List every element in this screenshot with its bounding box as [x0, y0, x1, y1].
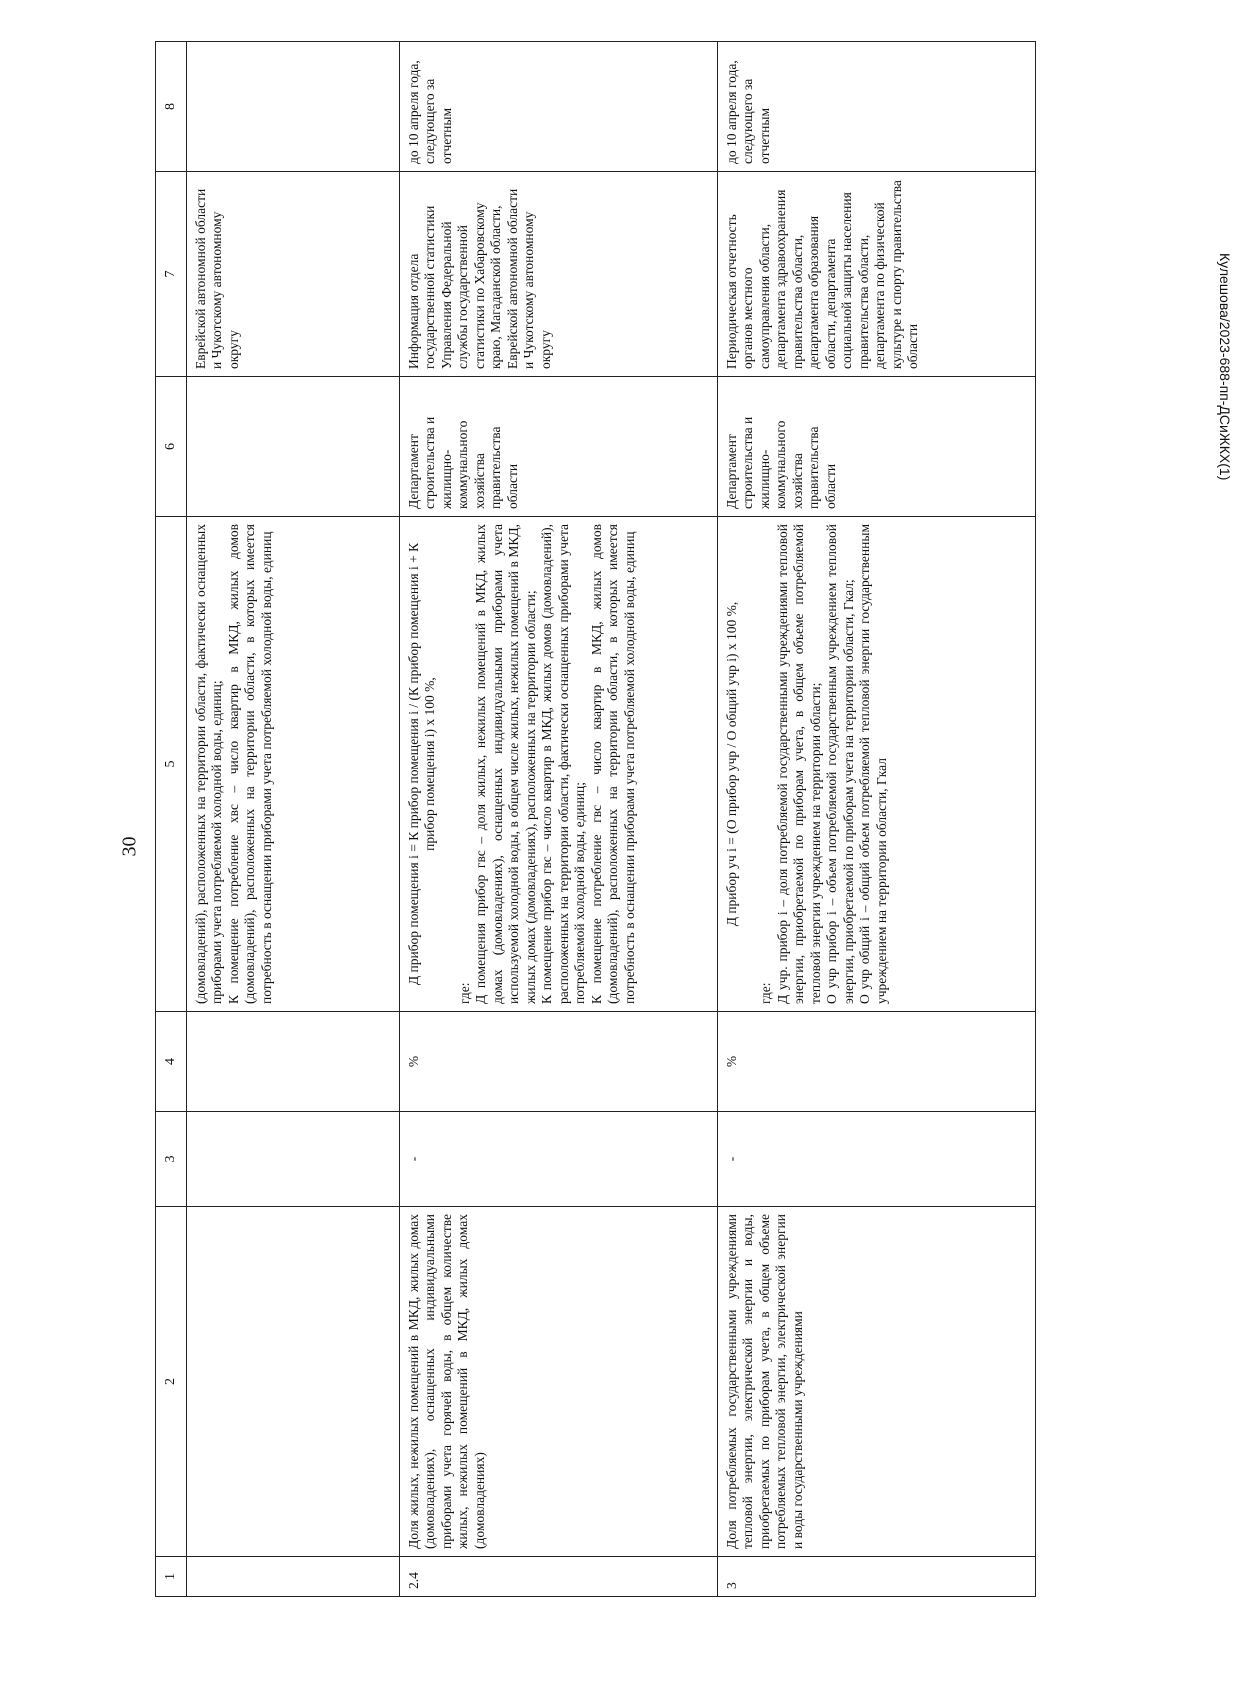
- table-row: [400, 42, 718, 1597]
- indicator-table: [155, 41, 1036, 1597]
- deadline: до 10 апреля года, следующего за отчетным: [400, 42, 718, 172]
- data-source: Еврейской автономной области и Чукотскому автономному округу: [187, 172, 400, 377]
- unit: %: [400, 1012, 718, 1112]
- method-line: О учр общий i – общий объем потребляемой тепловой энергии государственным учреждением на территории области, Гкал: [857, 524, 889, 1004]
- method-line: (домовладений), расположенных на территории области, фактически оснащенных приборами учета потребляемой холодной воды, единиц;: [193, 524, 225, 1004]
- calculation-method: [400, 517, 718, 1012]
- method-line: Д помещения прибор гвс – доля жилых, нежилых помещений в МКД, жилых домах (домовладениях), оснащенных индивидуальными приборами учета используемой холодной воды, в общем числе жилых, нежилых помещений в МКД, жилых домах (домовладениях), расположенных на территории области;: [473, 524, 538, 1004]
- header-cell-6: 6: [156, 377, 187, 517]
- header-cell-7: 7: [156, 172, 187, 377]
- method-line: К помещение прибор гвс – число квартир в МКД, жилых домов (домовладений), расположенных на территории области, фактически оснащенных приборами учета потребляемой холодной воды, единиц;: [539, 524, 588, 1004]
- rotated-table-container: [155, 42, 1035, 1597]
- method-line: О учр прибор i – объем потребляемой государственным учреждением тепловой энергии, приобретаемой по приборам учета на территории области, Гкал;: [824, 524, 856, 1004]
- header-cell-5: 5: [156, 517, 187, 1012]
- col3-value: -: [718, 1112, 1036, 1207]
- header-cell-8: 8: [156, 42, 187, 172]
- deadline: до 10 апреля года, следующего за отчетным: [718, 42, 1036, 172]
- document-frame: [155, 42, 1035, 1597]
- unit: %: [718, 1012, 1036, 1112]
- responsible-body: Департамент строительства и жилищно-коммунального хозяйства правительства области: [400, 377, 718, 517]
- table-row: [718, 42, 1036, 1597]
- data-source: Информация отдела государственной статистики Управления Федеральной службы государственной статистики по Хабаровскому краю, Магаданской области, Еврейской автономной области и Чукотскому автономному округу: [400, 172, 718, 377]
- header-cell-1: 1: [156, 1557, 187, 1597]
- header-cell-2: 2: [156, 1207, 187, 1557]
- row-number: [187, 1557, 400, 1597]
- method-line: К помещение потребление хвс – число квартир в МКД, жилых домов (домовладений), расположенных на территории области, в которых имеется потребность в оснащении приборами учета потребляемой холодной воды, единиц: [225, 524, 274, 1004]
- calculation-method: [187, 517, 400, 1012]
- header-cell-4: 4: [156, 1012, 187, 1112]
- where-label: где:: [456, 982, 472, 1004]
- table-row: [187, 42, 400, 1597]
- col3-value: [187, 1112, 400, 1207]
- formula: Д прибор уч i = (О прибор учр / О общий учр i) x 100 %,: [724, 601, 739, 927]
- deadline: [187, 42, 400, 172]
- indicator-name: Доля потребляемых государственными учреждениями тепловой энергии, электрической энергии и воды, приобретаемых по приборам учета, в общем объеме потребляемых тепловой энергии, электрической энергии и воды государственными учреждениями: [718, 1207, 1036, 1557]
- header-row: [156, 42, 187, 1597]
- unit: [187, 1012, 400, 1112]
- method-line: К помещение потребление гвс – число квартир в МКД, жилых домов (домовладений), расположенных на территории области, в которых имеется потребность в оснащении приборами учета потребляемой холодной воды, единиц: [588, 524, 637, 1004]
- document-code: Кулешова/2023-688-пп-ДСиЖКХ(1): [1217, 253, 1233, 481]
- where-label: где:: [758, 982, 774, 1004]
- calculation-method: [718, 517, 1036, 1012]
- data-source: Периодическая отчетность органов местного самоуправления области, департамента здравоохранения правительства области, департамента образования области, департамента социальной защиты населения правительства области, департамента по физической культуре и спорту правительства области: [718, 172, 1036, 377]
- row-number: 3: [718, 1557, 1036, 1597]
- method-line: Д учр. прибор i – доля потребляемой государственными учреждениями тепловой энергии, приобретаемой по приборам учета, в общем объеме потребляемой тепловой энергии учреждением на территории области;: [774, 524, 823, 1004]
- indicator-name: Доля жилых, нежилых помещений в МКД, жилых домах (домовладениях), оснащенных индивидуальными приборами учета горячей воды, в общем количестве жилых, нежилых помещений в МКД, жилых домах (домовладениях): [400, 1207, 718, 1557]
- col3-value: -: [400, 1112, 718, 1207]
- row-number: 2.4: [400, 1557, 718, 1597]
- responsible-body: [187, 377, 400, 517]
- formula: Д прибор помещения i = К прибор помещения i / (К прибор помещения i + К прибор помещения i) x 100 %,: [406, 542, 438, 986]
- header-cell-3: 3: [156, 1112, 187, 1207]
- page-number: 30: [118, 836, 141, 857]
- responsible-body: Департамент строительства и жилищно-коммунального хозяйства правительства области: [718, 377, 1036, 517]
- indicator-name: [187, 1207, 400, 1557]
